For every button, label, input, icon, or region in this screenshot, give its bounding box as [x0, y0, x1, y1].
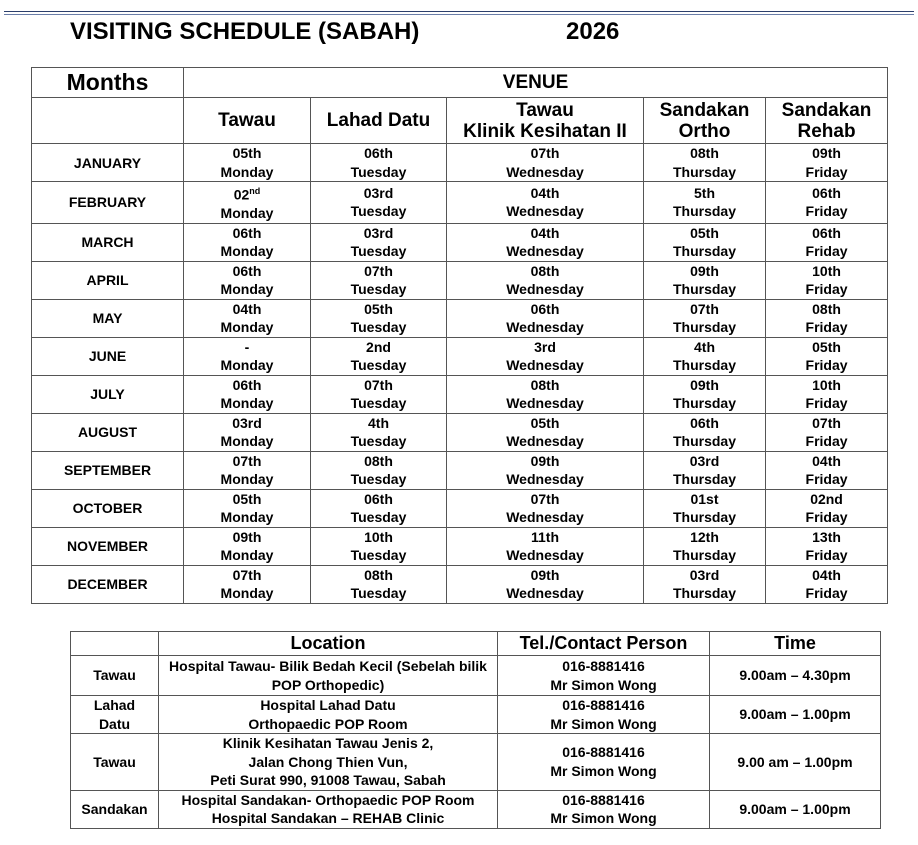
month-label: JUNE: [32, 337, 184, 375]
visit-date: 4th: [694, 338, 715, 355]
schedule-cell: [311, 337, 447, 375]
month-label: MAY: [32, 299, 184, 337]
visit-date: 05th: [690, 224, 719, 241]
visit-day: Tuesday: [350, 547, 407, 564]
schedule-cell: [311, 527, 447, 565]
visit-date: 09th: [530, 452, 560, 469]
location-line: Peti Surat 990, 91008 Tawau, Sabah: [210, 772, 446, 788]
visit-day: Thursday: [672, 319, 736, 336]
visit-day: Tuesday: [350, 243, 407, 260]
schedule-cell: [311, 565, 447, 603]
visit-day: Thursday: [672, 203, 736, 220]
visit-date: 06th: [812, 184, 841, 201]
venue-name-line2: Rehab: [797, 120, 856, 142]
schedule-cell: [447, 413, 644, 451]
visit-date: 02nd: [233, 186, 261, 203]
schedule-cell: [766, 337, 888, 375]
contact-line: Mr Simon Wong: [550, 715, 657, 732]
schedule-cell: [311, 451, 447, 489]
visit-date: 08th: [530, 262, 560, 279]
visit-date: 05th: [232, 145, 262, 161]
visit-day: Thursday: [672, 433, 736, 450]
visit-date: 06th: [232, 376, 262, 393]
time-cell: 9.00am – 1.00pm: [710, 790, 881, 828]
location-line: Hospital Sandakan- Orthopaedic POP Room: [181, 791, 475, 808]
month-label: MARCH: [32, 223, 184, 261]
place-cell: [71, 656, 159, 696]
schedule-cell: [184, 413, 311, 451]
visit-date: 10th: [364, 528, 393, 545]
venue-name-line2: Klinik Kesihatan II: [463, 120, 627, 142]
visit-date: -: [244, 338, 250, 355]
month-label: APRIL: [32, 261, 184, 299]
venue-column-header: [644, 98, 766, 144]
visit-day: Monday: [220, 281, 274, 298]
visit-date: 08th: [364, 566, 393, 583]
schedule-row: [32, 261, 888, 299]
schedule-cell: [447, 144, 644, 182]
visit-date: 03rd: [363, 184, 394, 201]
schedule-cell: [447, 261, 644, 299]
visit-date: 08th: [812, 300, 841, 317]
visit-day: Tuesday: [350, 433, 407, 450]
month-label: JANUARY: [32, 144, 184, 182]
schedule-cell: [644, 182, 766, 224]
visit-day: Monday: [220, 319, 274, 336]
time-header: Time: [710, 632, 881, 656]
ordinal-suffix: nd: [249, 186, 261, 196]
visit-date: 05th: [364, 300, 393, 317]
visit-day: Wednesday: [506, 163, 584, 180]
visit-date: 02nd: [810, 490, 843, 507]
document-title: VISITING SCHEDULE (SABAH): [70, 18, 420, 45]
months-header: Months: [32, 68, 184, 98]
visit-date: 5th: [694, 184, 715, 201]
visit-date: 08th: [364, 452, 393, 469]
visit-day: Tuesday: [350, 509, 407, 526]
schedule-cell: [644, 337, 766, 375]
visit-date: 2nd: [366, 338, 391, 355]
venue-name: Sandakan: [659, 99, 750, 121]
visit-day: Wednesday: [506, 471, 584, 488]
venue-column-header: [184, 98, 311, 144]
schedule-row: [32, 223, 888, 261]
visit-day: Thursday: [672, 547, 736, 564]
venue-name-line2: Ortho: [678, 120, 731, 142]
place-cell: [71, 734, 159, 791]
visit-date: 09th: [232, 528, 262, 545]
venue-column-header: [766, 98, 888, 144]
visit-day: Tuesday: [350, 585, 407, 602]
schedule-cell: [184, 337, 311, 375]
schedule-cell: [184, 182, 311, 224]
visit-date: 07th: [232, 566, 262, 583]
schedule-cell: [644, 451, 766, 489]
schedule-cell: [447, 375, 644, 413]
schedule-cell: [766, 565, 888, 603]
visit-day: Wednesday: [506, 357, 584, 374]
visit-day: Tuesday: [350, 319, 407, 336]
visit-day: Monday: [220, 205, 274, 222]
contact-line: 016-8881416: [562, 697, 645, 713]
schedule-row: [32, 375, 888, 413]
visit-date: 05th: [812, 338, 841, 355]
visit-date: 07th: [530, 490, 560, 507]
schedule-row: [32, 565, 888, 603]
schedule-cell: [766, 223, 888, 261]
schedule-cell: [311, 413, 447, 451]
visit-date: 04th: [812, 566, 841, 583]
visit-date: 03rd: [689, 452, 720, 469]
schedule-cell: [184, 489, 311, 527]
visit-date: 08th: [530, 376, 560, 393]
visit-day: Thursday: [672, 357, 736, 374]
schedule-cell: [766, 182, 888, 224]
visit-day: Tuesday: [350, 395, 407, 412]
schedule-row: [32, 144, 888, 182]
schedule-cell: [447, 565, 644, 603]
schedule-cell: [311, 261, 447, 299]
schedule-row: [32, 182, 888, 224]
contact-line: Mr Simon Wong: [550, 810, 657, 826]
visit-day: Monday: [220, 395, 274, 412]
place-name: Tawau: [93, 667, 136, 684]
visit-day: Wednesday: [506, 319, 584, 336]
place-cell: [71, 696, 159, 734]
visit-day: Tuesday: [350, 163, 407, 180]
schedule-cell: [766, 261, 888, 299]
visit-date: 07th: [812, 414, 841, 431]
schedule-cell: [184, 261, 311, 299]
visit-day: Friday: [805, 471, 848, 488]
location-line: Orthopaedic POP Room: [248, 715, 408, 732]
schedule-cell: [644, 413, 766, 451]
visit-day: Friday: [805, 509, 848, 526]
visit-day: Friday: [805, 281, 848, 298]
place-name: Lahad: [93, 697, 136, 713]
visit-day: Thursday: [672, 471, 736, 488]
schedule-cell: [447, 223, 644, 261]
venue-column-header: [447, 98, 644, 144]
visit-date: 04th: [530, 184, 560, 201]
venue-name: Lahad Datu: [326, 110, 431, 131]
location-row: [71, 790, 881, 828]
contact-line: 016-8881416: [562, 791, 645, 808]
time-cell: 9.00am – 4.30pm: [710, 656, 881, 696]
schedule-cell: [447, 451, 644, 489]
time-cell: 9.00am – 1.00pm: [710, 696, 881, 734]
schedule-cell: [644, 565, 766, 603]
visit-date: 06th: [690, 414, 719, 431]
visit-day: Friday: [805, 243, 848, 260]
schedule-row: [32, 527, 888, 565]
visit-day: Friday: [805, 585, 848, 602]
place-header-blank: [71, 632, 159, 656]
visit-date: 03rd: [363, 224, 394, 241]
visit-date: 04th: [812, 452, 841, 469]
visit-day: Wednesday: [506, 203, 584, 220]
visit-day: Monday: [220, 243, 274, 260]
month-label: NOVEMBER: [32, 527, 184, 565]
visit-day: Friday: [805, 433, 848, 450]
location-cell: [159, 790, 498, 828]
visit-date: 07th: [364, 376, 393, 393]
visit-day: Thursday: [672, 281, 736, 298]
place-name: Datu: [98, 715, 131, 732]
visit-date: 01st: [690, 490, 719, 507]
schedule-cell: [447, 299, 644, 337]
location-cell: [159, 734, 498, 791]
location-row: [71, 734, 881, 791]
visit-day: Tuesday: [350, 203, 407, 220]
schedule-cell: [766, 527, 888, 565]
visit-date: 06th: [812, 224, 841, 241]
schedule-cell: [644, 223, 766, 261]
visit-day: Monday: [220, 547, 274, 564]
location-body: [71, 656, 881, 829]
visit-day: Thursday: [672, 585, 736, 602]
month-label: JULY: [32, 375, 184, 413]
visit-date: 08th: [690, 145, 719, 161]
visit-day: Thursday: [672, 395, 736, 412]
schedule-cell: [447, 489, 644, 527]
schedule-cell: [644, 375, 766, 413]
schedule-cell: [184, 299, 311, 337]
location-cell: [159, 696, 498, 734]
visit-date: 06th: [530, 300, 560, 317]
visit-date: 3rd: [534, 338, 556, 355]
visit-date: 07th: [232, 452, 262, 469]
schedule-cell: [311, 144, 447, 182]
contact-cell: [498, 696, 710, 734]
schedule-cell: [766, 451, 888, 489]
visit-day: Monday: [220, 357, 274, 374]
visit-day: Friday: [805, 319, 848, 336]
time-cell: 9.00 am – 1.00pm: [710, 734, 881, 791]
header-rule: [4, 11, 914, 12]
schedule-cell: [447, 527, 644, 565]
location-row: [71, 656, 881, 696]
place-cell: [71, 790, 159, 828]
visit-day: Thursday: [672, 509, 736, 526]
venue-name: Tawau: [218, 110, 276, 131]
schedule-cell: [766, 299, 888, 337]
visit-date: 09th: [812, 145, 841, 161]
location-line: POP Orthopedic): [271, 676, 385, 693]
visit-date: 09th: [690, 262, 719, 279]
month-label: DECEMBER: [32, 565, 184, 603]
months-blank-cell: [32, 98, 184, 144]
schedule-cell: [184, 565, 311, 603]
location-line: Hospital Sandakan – REHAB Clinic: [211, 810, 445, 826]
schedule-cell: [184, 375, 311, 413]
schedule-cell: [766, 375, 888, 413]
visit-date: 09th: [690, 376, 719, 393]
visit-date: 07th: [690, 300, 719, 317]
location-line: Hospital Lahad Datu: [260, 697, 396, 713]
month-label: FEBRUARY: [32, 182, 184, 224]
visit-date: 07th: [364, 262, 393, 279]
schedule-cell: [644, 489, 766, 527]
schedule-cell: [644, 527, 766, 565]
schedule-cell: [184, 223, 311, 261]
venue-name: Sandakan: [781, 99, 872, 121]
schedule-cell: [311, 299, 447, 337]
place-name: Tawau: [93, 753, 136, 770]
visit-date: 06th: [364, 145, 393, 161]
contact-line: 016-8881416: [562, 658, 645, 674]
venue-columns-row: [32, 98, 888, 144]
month-label: OCTOBER: [32, 489, 184, 527]
schedule-cell: [644, 299, 766, 337]
visit-day: Friday: [805, 547, 848, 564]
place-name: Sandakan: [81, 800, 148, 817]
schedule-cell: [447, 182, 644, 224]
visit-day: Wednesday: [506, 281, 584, 298]
visit-date: 04th: [530, 224, 560, 241]
visit-day: Wednesday: [506, 547, 584, 564]
venue-header: VENUE: [184, 68, 888, 98]
visit-day: Monday: [220, 509, 274, 526]
visit-day: Wednesday: [506, 585, 584, 602]
schedule-table: [31, 67, 888, 604]
schedule-cell: [311, 182, 447, 224]
visit-day: Monday: [220, 433, 274, 450]
location-cell: [159, 656, 498, 696]
schedule-row: [32, 489, 888, 527]
visit-date: 13th: [812, 528, 841, 545]
visit-date: 09th: [530, 566, 560, 583]
contact-line: Mr Simon Wong: [550, 676, 657, 693]
location-row: [71, 696, 881, 734]
schedule-cell: [311, 223, 447, 261]
visit-day: Thursday: [672, 163, 736, 180]
visit-date: 04th: [232, 300, 262, 317]
visit-date: 05th: [232, 490, 262, 507]
visit-day: Monday: [220, 585, 274, 602]
schedule-cell: [644, 144, 766, 182]
schedule-cell: [311, 489, 447, 527]
schedule-cell: [766, 144, 888, 182]
month-label: SEPTEMBER: [32, 451, 184, 489]
location-line: Klinik Kesihatan Tawau Jenis 2,: [222, 735, 434, 751]
visit-date: 11th: [530, 528, 559, 545]
visit-date: 4th: [368, 414, 389, 431]
location-line: Hospital Tawau- Bilik Bedah Kecil (Sebelah bilik: [169, 658, 487, 674]
schedule-cell: [184, 144, 311, 182]
contact-cell: [498, 790, 710, 828]
schedule-row: [32, 299, 888, 337]
schedule-cell: [766, 413, 888, 451]
schedule-cell: [447, 337, 644, 375]
schedule-cell: [311, 375, 447, 413]
visit-date: 07th: [530, 145, 560, 161]
visit-day: Friday: [805, 163, 848, 180]
venue-column-header: [311, 98, 447, 144]
visit-date: 06th: [232, 262, 262, 279]
visit-date: 03rd: [232, 414, 262, 431]
schedule-body: [32, 144, 888, 604]
schedule-row: [32, 337, 888, 375]
visit-date: 03rd: [689, 566, 720, 583]
visit-day: Tuesday: [350, 357, 407, 374]
schedule-cell: [644, 261, 766, 299]
visit-day: Thursday: [672, 243, 736, 260]
contact-line: 016-8881416: [562, 744, 645, 761]
month-label: AUGUST: [32, 413, 184, 451]
visit-day: Wednesday: [506, 433, 584, 450]
visit-day: Friday: [805, 395, 848, 412]
visit-date: 10th: [812, 376, 841, 393]
visit-day: Monday: [220, 163, 274, 180]
location-line: Jalan Chong Thien Vun,: [248, 753, 408, 770]
visit-day: Monday: [220, 471, 274, 488]
header-rule-secondary: [4, 14, 914, 15]
schedule-cell: [184, 527, 311, 565]
visit-date: 06th: [232, 224, 262, 241]
schedule-row: [32, 451, 888, 489]
visit-day: Tuesday: [350, 471, 407, 488]
contact-cell: [498, 656, 710, 696]
schedule-row: [32, 413, 888, 451]
schedule-cell: [184, 451, 311, 489]
visit-day: Wednesday: [506, 509, 584, 526]
contact-header: Tel./Contact Person: [498, 632, 710, 656]
visit-day: Tuesday: [350, 281, 407, 298]
contact-cell: [498, 734, 710, 791]
schedule-cell: [766, 489, 888, 527]
document-year: 2026: [566, 18, 620, 45]
visit-day: Friday: [805, 203, 848, 220]
visit-day: Wednesday: [506, 243, 584, 260]
visit-date: 05th: [530, 414, 560, 431]
venue-name: Tawau: [516, 99, 574, 121]
location-table: [70, 631, 881, 829]
visit-date: 12th: [690, 528, 719, 545]
visit-day: Friday: [805, 357, 848, 374]
visit-date: 06th: [364, 490, 393, 507]
visit-date: 10th: [812, 262, 841, 279]
contact-line: Mr Simon Wong: [550, 762, 657, 779]
visit-day: Wednesday: [506, 395, 584, 412]
location-header: Location: [159, 632, 498, 656]
